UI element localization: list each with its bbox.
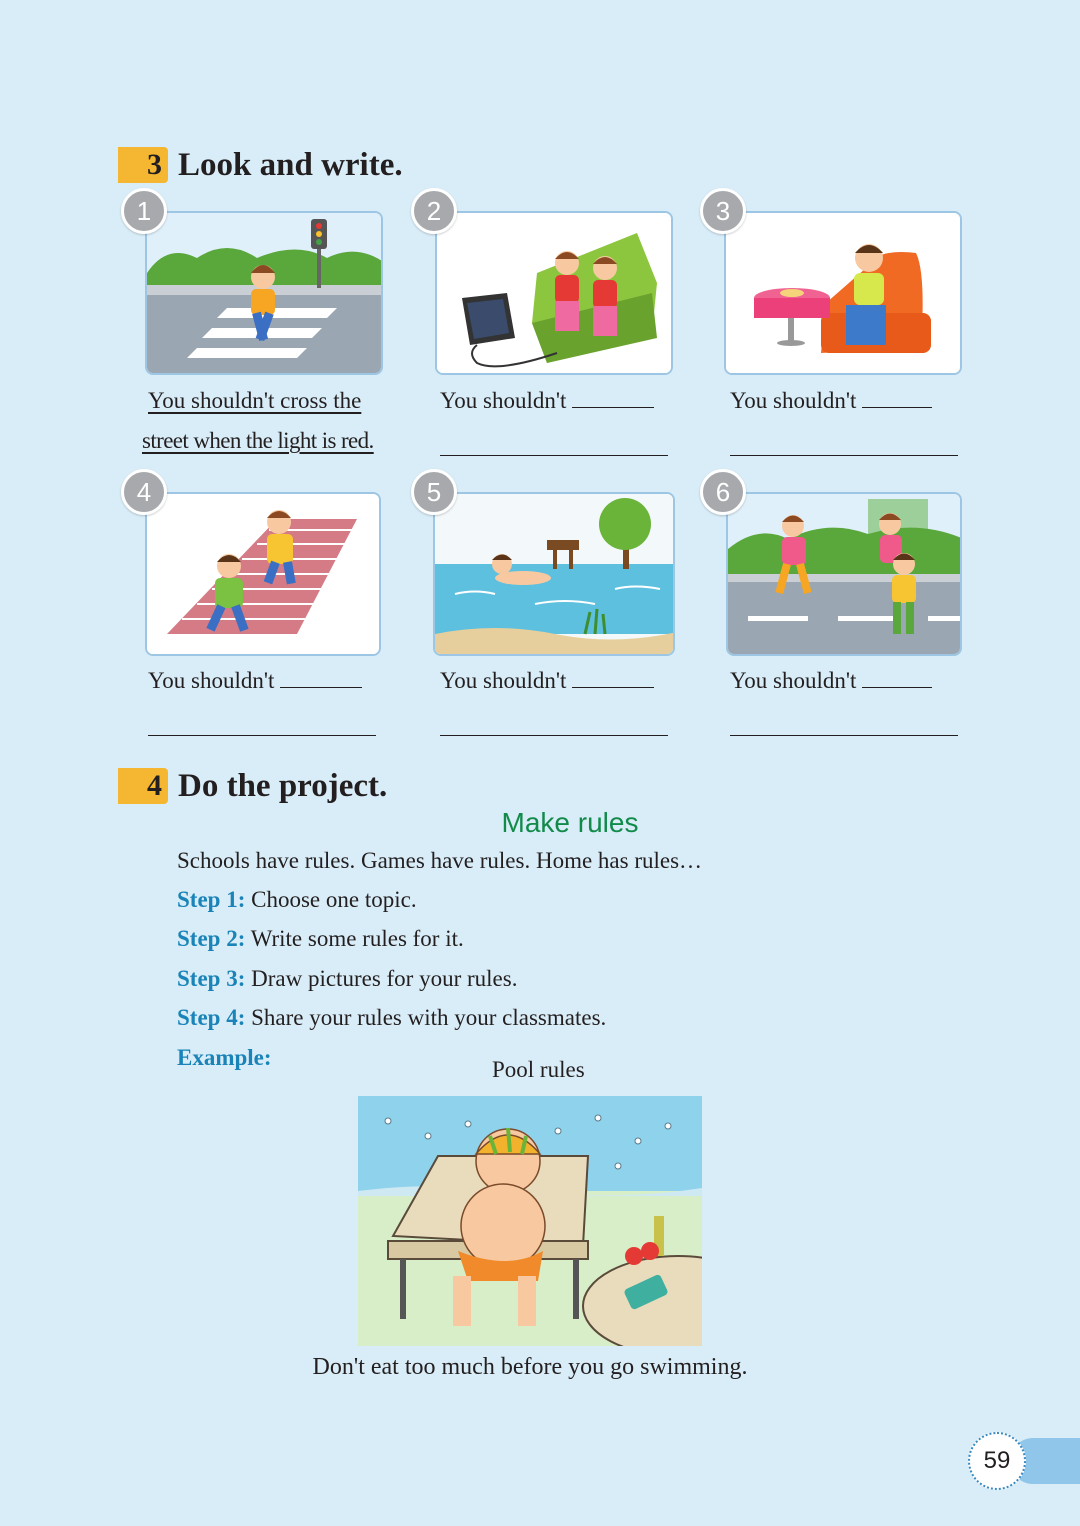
item-3-answer-line[interactable] [730, 455, 958, 456]
example-label: Example: [177, 1045, 272, 1070]
item-5-prompt: You shouldn't [440, 668, 654, 694]
item-number-badge: 2 [411, 188, 457, 234]
section-3-header [118, 146, 403, 184]
picture-swimming-river [433, 492, 675, 656]
step-2: Step 2: Write some rules for it. [177, 926, 464, 951]
picture-running-stairs [145, 492, 381, 656]
picture-watching-tv [435, 211, 673, 375]
item-5-answer-line[interactable] [440, 735, 668, 736]
picture-pool-rules [358, 1096, 702, 1346]
project-subtitle: Make rules [501, 807, 639, 838]
picture-crossing-street [145, 211, 383, 375]
item-1-answer-line1: You shouldn't cross the [148, 388, 362, 413]
item-1-answer-line2: street when the light is red. [142, 428, 374, 453]
project-intro: Schools have rules. Games have rules. Home has rules… [177, 848, 703, 873]
item-number-badge: 3 [700, 188, 746, 234]
example-caption: Don't eat too much before you go swimming. [312, 1354, 748, 1380]
step-1: Step 1: Choose one topic. [177, 887, 417, 912]
section-4-header [118, 767, 387, 805]
example-title: Pool rules [492, 1057, 585, 1082]
item-2-answer-line[interactable] [440, 455, 668, 456]
item-6-prompt: You shouldn't [730, 668, 932, 694]
item-3-prompt: You shouldn't [730, 388, 932, 414]
item-2-prompt: You shouldn't [440, 388, 654, 414]
picture-eating-in-chair [724, 211, 962, 375]
item-4-answer-line[interactable] [148, 735, 376, 736]
section-4-title: Do the project. [178, 767, 388, 804]
section-3-title: Look and write. [178, 146, 403, 183]
step-3: Step 3: Draw pictures for your rules. [177, 966, 518, 991]
page-number: 59 [968, 1432, 1026, 1490]
section-3-number: 3 [118, 147, 168, 183]
picture-playing-on-road [726, 492, 962, 656]
item-4-prompt: You shouldn't [148, 668, 362, 694]
item-number-badge: 1 [121, 188, 167, 234]
item-6-answer-line[interactable] [730, 735, 958, 736]
step-4: Step 4: Share your rules with your classmates. [177, 1005, 607, 1030]
item-number-badge: 6 [700, 469, 746, 515]
section-4-number: 4 [118, 768, 168, 804]
item-number-badge: 5 [411, 469, 457, 515]
item-number-badge: 4 [121, 469, 167, 515]
